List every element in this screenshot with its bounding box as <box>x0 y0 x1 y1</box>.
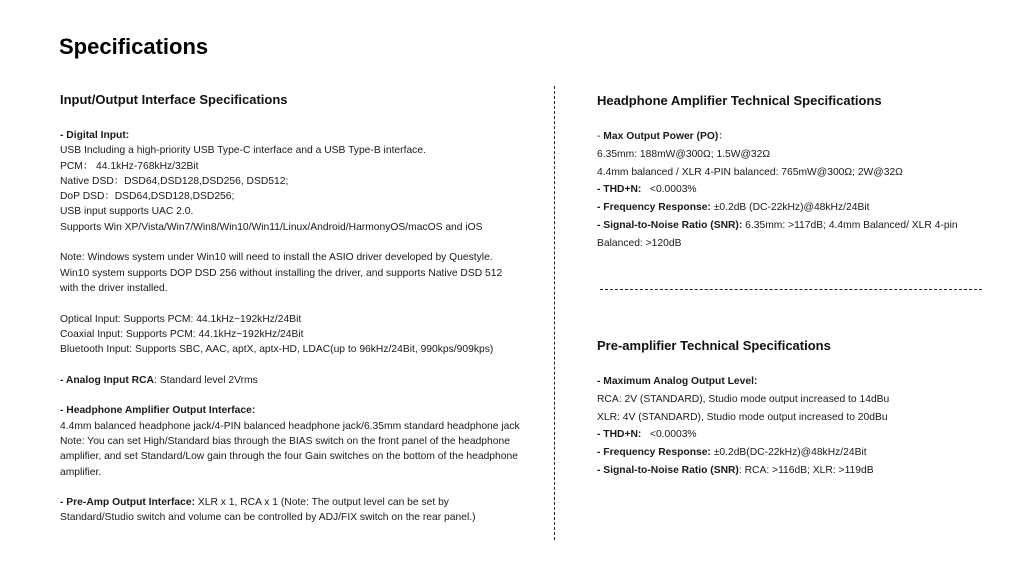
hp-output-line: Note: You can set High/Standard bias through the BIAS switch on the front panel of the headphone <box>60 435 510 447</box>
preamp-output-label: - Pre-Amp Output Interface: <box>60 497 196 509</box>
freq-response-line <box>597 199 997 217</box>
max-level-value: RCA: 2V (STANDARD), Studio mode output increased to 14dBu <box>597 393 890 405</box>
hp-output-label: - Headphone Amplifier Output Interface: <box>60 405 256 417</box>
section-divider <box>600 289 982 290</box>
snr-value: : RCA: >116dB; XLR: >119dB <box>738 464 874 476</box>
headphone-amp-heading: Headphone Amplifier Technical Specifications <box>597 93 882 108</box>
digital-input-line: Native DSD：DSD64,DSD128,DSD256, DSD512; <box>60 175 289 187</box>
io-interface-heading: Input/Output Interface Specifications <box>60 92 288 107</box>
max-level-value: XLR: 4V (STANDARD), Studio mode output increased to 20dBu <box>597 411 888 423</box>
max-output-value: 6.35mm: 188mW@300Ω; 1.5W@32Ω <box>597 148 771 160</box>
column-divider <box>554 86 555 540</box>
digital-input-line: USB Including a high-priority USB Type-C interface and a USB Type-B interface. <box>60 145 426 157</box>
freq-response-label: - Frequency Response: <box>597 447 711 459</box>
max-output-suffix: ： <box>718 131 729 142</box>
preamp-output-line-2: Standard/Studio switch and volume can be controlled by ADJ/FIX switch on the rear panel.) <box>60 512 476 524</box>
digital-input-line: Supports Win XP/Vista/Win7/Win8/Win10/Win11/Linux/Android/HarmonyOS/macOS and iOS <box>60 221 483 233</box>
digital-input-line: USB input supports UAC 2.0. <box>60 206 194 218</box>
thd-line <box>597 426 997 444</box>
driver-note-line: Win10 system supports DOP DSD 256 without installing the driver, and supports Native DSD 512 <box>60 267 503 279</box>
driver-note-line: with the driver installed. <box>60 282 168 294</box>
other-input-line: Bluetooth Input: Supports SBC, AAC, aptX, aptx-HD, LDAC(up to 96kHz/24Bit, 990kps/909kps) <box>60 344 494 356</box>
analog-input-value: : Standard level 2Vrms <box>154 374 258 386</box>
freq-response-value: ±0.2dB(DC-22kHz)@48kHz/24Bit <box>710 447 867 459</box>
snr-label: - Signal-to-Noise Ratio (SNR) <box>597 464 739 476</box>
analog-input-label: - Analog Input RCA <box>60 374 154 386</box>
snr-label: - Signal-to-Noise Ratio (SNR): <box>597 219 743 231</box>
max-output-value: 4.4mm balanced / XLR 4-PIN balanced: 765mW@300Ω; 2W@32Ω <box>597 166 903 178</box>
digital-input-line: DoP DSD：DSD64,DSD128,DSD256; <box>60 191 235 203</box>
thd-line <box>597 181 997 199</box>
preamp-output-value: XLR x 1, RCA x 1 (Note: The output level can be set by <box>195 497 449 509</box>
thd-label: - THD+N: <box>597 429 642 441</box>
hp-output-line: amplifier, and set Standard/Low gain through the four Gain switches on the bottom of the headphone <box>60 451 518 463</box>
preamp-heading: Pre-amplifier Technical Specifications <box>597 338 831 353</box>
hp-output-line: 4.4mm balanced headphone jack/4-PIN balanced headphone jack/6.35mm standard headphone jack <box>60 420 520 432</box>
preamp-output-line <box>60 495 544 510</box>
freq-response-line <box>597 444 997 462</box>
digital-input-line: PCM： 44.1kHz-768kHz/32Bit <box>60 160 199 172</box>
freq-response-label: - Frequency Response: <box>597 202 711 214</box>
max-output-prefix: - <box>597 131 604 142</box>
thd-value: <0.0003% <box>641 184 697 196</box>
snr-line <box>597 462 997 480</box>
other-input-line: Optical Input: Supports PCM: 44.1kHz~192kHz/24Bit <box>60 313 302 325</box>
driver-note-line: Note: Windows system under Win10 will need to install the ASIO driver developed by Questyle. <box>60 252 493 264</box>
thd-label: - THD+N: <box>597 184 642 196</box>
max-level-label: - Maximum Analog Output Level: <box>597 376 758 387</box>
digital-input-label: - Digital Input: <box>60 130 130 141</box>
max-output-label: Max Output Power (PO) <box>603 131 719 142</box>
snr-line-2: Balanced: >120dB <box>597 237 682 249</box>
other-input-line: Coaxial Input: Supports PCM: 44.1kHz~192kHz/24Bit <box>60 328 304 340</box>
io-interface-section <box>60 92 544 526</box>
preamp-section <box>597 338 997 480</box>
snr-line <box>597 217 997 235</box>
max-output-line <box>597 128 997 146</box>
headphone-amp-section <box>597 93 997 253</box>
hp-output-line: amplifier. <box>60 466 102 478</box>
page-title: Specifications <box>59 34 209 59</box>
thd-value: <0.0003% <box>641 429 697 441</box>
freq-response-value: ±0.2dB (DC-22kHz)@48kHz/24Bit <box>710 202 870 214</box>
snr-value: 6.35mm: >117dB; 4.4mm Balanced/ XLR 4-pin <box>742 219 958 231</box>
analog-input-line <box>60 373 544 388</box>
